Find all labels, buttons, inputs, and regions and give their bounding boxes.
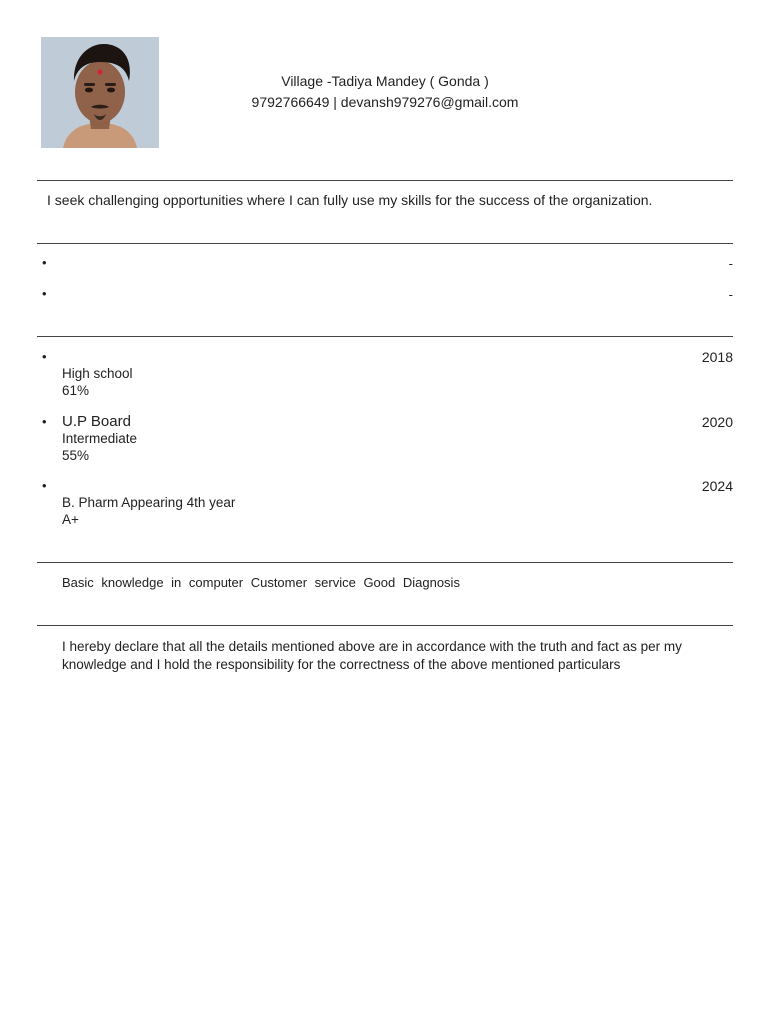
person-portrait-icon: [41, 37, 159, 148]
education-year: 2018: [701, 349, 733, 365]
experience-date-range: -: [728, 287, 733, 302]
section-divider: [37, 180, 733, 181]
education-qualification: B. Pharm Appearing 4th year: [62, 495, 236, 510]
education-bullet: •: [42, 414, 47, 429]
experience-bullet: •: [42, 255, 47, 270]
section-divider: [37, 625, 733, 626]
education-score: 61%: [62, 383, 90, 398]
education-score: 55%: [62, 448, 90, 463]
education-bullet: •: [42, 478, 47, 493]
section-divider: [37, 243, 733, 244]
education-year: 2020: [701, 414, 733, 430]
address-text: Village -Tadiya Mandey ( Gonda ): [281, 73, 489, 89]
declaration-text: I hereby declare that all the details mentioned above are in accordance with the truth and fact as per my knowledge and I hold the responsibility for the correctness of the above mentioned particulars: [62, 639, 682, 672]
education-qualification: High school: [62, 366, 133, 381]
education-bullet: •: [42, 349, 47, 364]
section-divider: [37, 562, 733, 563]
education-qualification: Intermediate: [62, 431, 138, 446]
experience-date-range: -: [728, 256, 733, 271]
experience-bullet: •: [42, 286, 47, 301]
profile-photo: [41, 37, 159, 148]
contact-details: 9792766649 | devansh979276@gmail.com: [251, 94, 519, 110]
education-score: A+: [62, 512, 79, 527]
education-board: U.P Board: [62, 413, 131, 430]
education-year: 2024: [701, 478, 733, 494]
section-divider: [37, 336, 733, 337]
objective-text: I seek challenging opportunities where I can fully use my skills for the success of the organization.: [47, 192, 653, 208]
contact-header: [200, 71, 570, 113]
skills-text: Basic knowledge in computer Customer service Good Diagnosis: [62, 575, 460, 590]
